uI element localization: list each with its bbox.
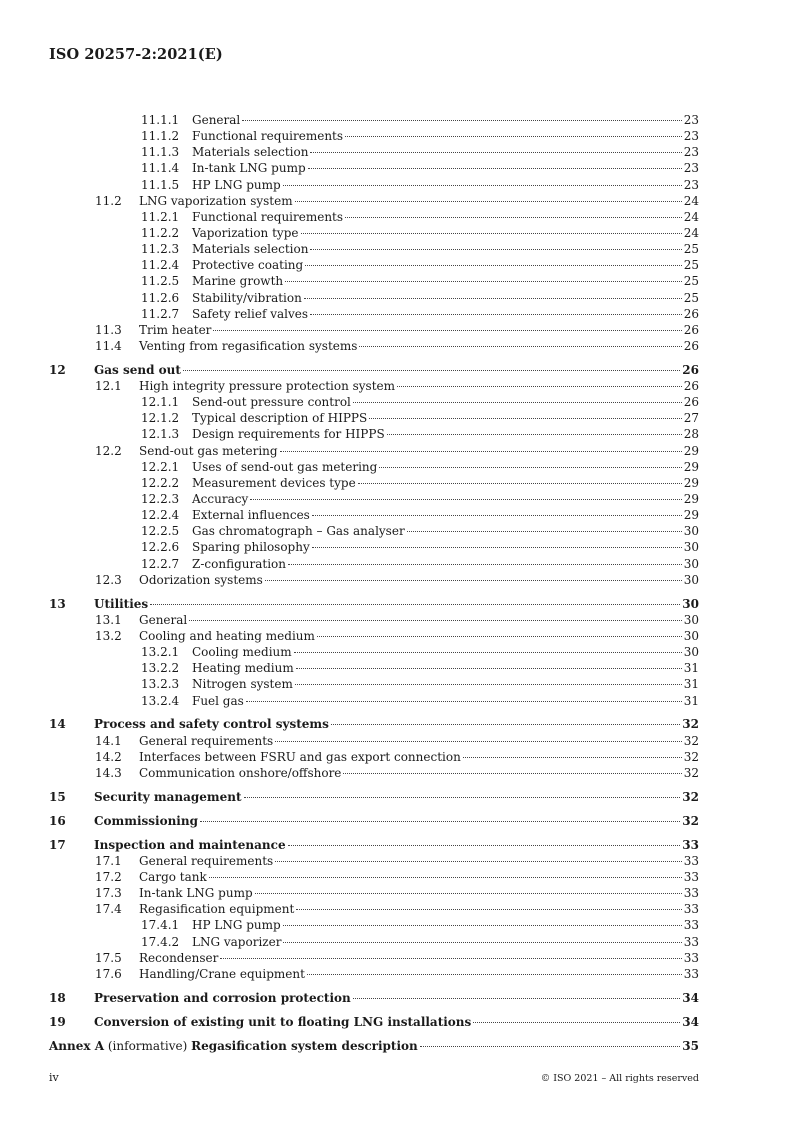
- toc-entry-page: 26: [683, 395, 699, 410]
- toc-entry-number: 11.2.4: [141, 258, 180, 273]
- toc-entry-page: 30: [683, 645, 699, 660]
- toc-leader-dots: [295, 684, 682, 685]
- toc-entry-title: Heating medium: [192, 661, 294, 676]
- toc-entry-number: 13: [49, 596, 66, 611]
- toc-entry-number: 12.1.3: [141, 427, 180, 442]
- toc-entry-page: 30: [682, 596, 699, 611]
- toc-leader-dots: [288, 564, 682, 565]
- toc-entry-number: 11.2.1: [141, 209, 180, 224]
- toc-entry-number: 11.1.3: [141, 145, 180, 160]
- toc-entry-title: Preservation and corrosion protection: [94, 990, 351, 1005]
- toc-leader-dots: [310, 249, 681, 250]
- toc-entry[interactable]: [49, 749, 699, 765]
- toc-entry-page: 30: [683, 572, 699, 587]
- toc-entry-number: 13.2.1: [141, 645, 180, 660]
- toc-entry[interactable]: [49, 257, 699, 273]
- toc-entry-page: 26: [683, 306, 699, 321]
- toc-entry[interactable]: [49, 716, 699, 732]
- toc-entry-number: 12.2.2: [141, 475, 180, 490]
- toc-entry-title: Marine growth: [192, 274, 284, 289]
- toc-entry-number: 13.2.3: [141, 677, 180, 692]
- toc-entry-page: 33: [683, 853, 699, 868]
- toc-entry[interactable]: [49, 362, 699, 378]
- toc-entry-number: 11.2.3: [141, 242, 180, 257]
- toc-entry[interactable]: [49, 917, 699, 933]
- toc-entry-number: 12.1: [95, 379, 122, 394]
- toc-entry[interactable]: [49, 950, 699, 966]
- toc-entry[interactable]: [49, 660, 699, 676]
- toc-entry-title: Z-configuration: [192, 556, 286, 571]
- toc-entry-number: 12.2.6: [141, 540, 180, 555]
- toc-entry[interactable]: [49, 443, 699, 459]
- toc-entry-number: 15: [49, 789, 66, 804]
- toc-entry-page: 34: [682, 1014, 699, 1029]
- toc-entry-page: 26: [682, 362, 699, 377]
- toc-leader-dots: [275, 741, 682, 742]
- toc-entry-page: 24: [683, 193, 699, 208]
- toc-leader-dots: [345, 136, 682, 137]
- toc-leader-dots: [308, 168, 682, 169]
- toc-leader-dots: [250, 499, 681, 500]
- toc-leader-dots: [353, 402, 682, 403]
- toc-entry-title: Design requirements for HIPPS: [192, 427, 385, 442]
- toc-entry[interactable]: [49, 901, 699, 917]
- toc-leader-dots: [294, 652, 682, 653]
- toc-entry-number: 17: [49, 837, 66, 852]
- toc-entry[interactable]: [49, 475, 699, 491]
- toc-entry[interactable]: [49, 144, 699, 160]
- toc-leader-dots: [379, 467, 681, 468]
- toc-entry-title: Functional requirements: [192, 129, 344, 144]
- toc-leader-dots: [420, 1046, 681, 1047]
- toc-entry-number: 12.1.2: [141, 411, 180, 426]
- toc-entry[interactable]: [49, 693, 699, 709]
- toc-leader-dots: [353, 998, 681, 999]
- toc-entry-title: Safety relief valves: [192, 306, 309, 321]
- toc-leader-dots: [275, 861, 682, 862]
- toc-leader-dots: [331, 724, 680, 725]
- toc-leader-dots: [317, 636, 682, 637]
- toc-entry[interactable]: [49, 273, 699, 289]
- toc-entry[interactable]: [49, 596, 699, 612]
- toc-entry-number: 13.2.2: [141, 661, 180, 676]
- toc-leader-dots: [265, 580, 682, 581]
- toc-entry-page: 32: [682, 717, 699, 732]
- toc-entry-number: 12.3: [95, 572, 122, 587]
- toc-entry-number: 11.2.7: [141, 306, 180, 321]
- toc-entry-page: 25: [683, 242, 699, 257]
- toc-leader-dots: [304, 298, 682, 299]
- toc-entry[interactable]: [49, 209, 699, 225]
- toc-entry-number: 14.2: [95, 749, 122, 764]
- toc-entry-number: 11.2.5: [141, 274, 180, 289]
- document-id: ISO 20257-2:2021(E): [49, 46, 223, 63]
- toc-leader-dots: [369, 418, 681, 419]
- toc-entry-title: In-tank LNG pump: [192, 161, 306, 176]
- toc-entry-number: 13.2: [95, 628, 122, 643]
- toc-entry-number: 17.5: [95, 950, 122, 965]
- toc-leader-dots: [312, 547, 682, 548]
- toc-entry-page: 33: [683, 934, 699, 949]
- toc-entry-title: Functional requirements: [192, 209, 344, 224]
- toc-entry-page: 26: [683, 322, 699, 337]
- toc-entry-number: 11.2.2: [141, 225, 180, 240]
- toc-entry-number: 11.1.5: [141, 177, 180, 192]
- toc-entry-title: General: [139, 612, 188, 627]
- toc-entry-title: Security management: [94, 789, 242, 804]
- toc-entry[interactable]: [49, 765, 699, 781]
- toc-entry-number: 16: [49, 813, 66, 828]
- toc-entry-annex-a[interactable]: [49, 1038, 699, 1054]
- toc-entry-title: Send-out pressure control: [192, 395, 351, 410]
- toc-entry-number: 12.1.1: [141, 395, 180, 410]
- toc-entry-number: 17.3: [95, 886, 122, 901]
- toc-entry-title: Stability/vibration: [192, 290, 302, 305]
- toc-entry[interactable]: [49, 934, 699, 950]
- toc-leader-dots: [283, 942, 681, 943]
- toc-entry-number: 18: [49, 990, 66, 1005]
- toc-entry-page: 32: [683, 733, 699, 748]
- toc-entry[interactable]: [49, 628, 699, 644]
- toc-entry-title: Cargo tank: [139, 869, 207, 884]
- toc-entry-page: 24: [683, 209, 699, 224]
- copyright-notice: © ISO 2021 – All rights reserved: [540, 1073, 699, 1084]
- toc-entry-page: 26: [683, 379, 699, 394]
- toc-leader-dots: [310, 152, 681, 153]
- toc-entry-title: Materials selection: [192, 145, 309, 160]
- toc-entry-title: Materials selection: [192, 242, 309, 257]
- toc-entry-page: 32: [683, 765, 699, 780]
- toc-leader-dots: [296, 909, 681, 910]
- toc-leader-dots: [295, 201, 682, 202]
- toc-entry-page: 27: [683, 411, 699, 426]
- toc-entry-title: Interfaces between FSRU and gas export connection: [139, 749, 461, 764]
- toc-entry-page: 25: [683, 258, 699, 273]
- toc-leader-dots: [345, 217, 682, 218]
- toc-entry-title: Sparing philosophy: [192, 540, 310, 555]
- toc-entry-title: Commissioning: [94, 813, 198, 828]
- toc-entry-title: General: [192, 113, 241, 127]
- toc-entry[interactable]: [49, 853, 699, 869]
- toc-entry[interactable]: [49, 491, 699, 507]
- toc-entry-page: 32: [682, 789, 699, 804]
- toc-entry[interactable]: [49, 322, 699, 338]
- toc-entry[interactable]: [49, 378, 699, 394]
- annex-label: Annex A: [49, 1038, 105, 1053]
- toc-entry-title: Recondenser: [139, 950, 219, 965]
- toc-entry-title: LNG vaporizer: [192, 934, 282, 949]
- toc-entry[interactable]: [49, 885, 699, 901]
- toc-entry-page: 30: [683, 556, 699, 571]
- toc-entry[interactable]: [49, 869, 699, 885]
- annex-title: Regasification system description: [191, 1038, 418, 1053]
- toc-entry[interactable]: [49, 410, 699, 426]
- toc-leader-dots: [359, 346, 681, 347]
- toc-entry-page: 33: [683, 886, 699, 901]
- toc-entry-number: 17.4.1: [141, 918, 180, 933]
- toc-entry-page: 23: [683, 177, 699, 192]
- toc-entry-page: 24: [683, 225, 699, 240]
- toc-entry-page: 29: [683, 475, 699, 490]
- toc-entry[interactable]: [49, 160, 699, 176]
- toc-leader-dots: [244, 797, 681, 798]
- toc-entry-title: Venting from regasification systems: [139, 338, 358, 353]
- toc-entry-number: 11.4: [95, 338, 122, 353]
- toc-entry-title: Fuel gas: [192, 693, 244, 708]
- toc-entry[interactable]: [49, 990, 699, 1006]
- toc-entry-page: 28: [683, 427, 699, 442]
- toc-entry-title: Conversion of existing unit to floating LNG installations: [94, 1014, 472, 1029]
- toc-entry-page: 23: [683, 129, 699, 144]
- toc-entry-page: 34: [682, 990, 699, 1005]
- toc-entry-number: 13.2.4: [141, 693, 180, 708]
- toc-entry-page: 33: [683, 950, 699, 965]
- toc-entry[interactable]: [49, 112, 699, 128]
- toc-leader-dots: [283, 925, 682, 926]
- toc-entry-number: 19: [49, 1014, 66, 1029]
- toc-entry-page: 25: [683, 274, 699, 289]
- toc-leader-dots: [280, 451, 682, 452]
- toc-entry-page: 33: [682, 837, 699, 852]
- toc-leader-dots: [242, 120, 681, 121]
- toc-entry-number: 11.1.1: [141, 113, 180, 127]
- toc-entry[interactable]: [49, 837, 699, 853]
- toc-entry[interactable]: [49, 507, 699, 523]
- toc-entry[interactable]: [49, 539, 699, 555]
- toc-entry[interactable]: [49, 676, 699, 692]
- toc-entry-page: 33: [683, 966, 699, 981]
- toc-entry-page: 30: [683, 628, 699, 643]
- toc-entry-title: Communication onshore/offshore: [139, 765, 342, 780]
- toc-entry-title: LNG vaporization system: [139, 193, 293, 208]
- toc-entry-page: 33: [683, 902, 699, 917]
- toc-entry-title: External influences: [192, 508, 310, 523]
- toc-entry-page: 29: [683, 508, 699, 523]
- toc-entry-title: Trim heater: [139, 322, 212, 337]
- toc-entry-number: 11.2.6: [141, 290, 180, 305]
- toc-entry-number: 17.4: [95, 902, 122, 917]
- toc-entry-number: 12.2.1: [141, 459, 180, 474]
- toc-leader-dots: [183, 370, 680, 371]
- toc-leader-dots: [473, 1022, 680, 1023]
- toc-entry-number: 13.1: [95, 612, 122, 627]
- toc-entry-title: General requirements: [139, 733, 274, 748]
- toc-entry[interactable]: [49, 306, 699, 322]
- toc-entry-number: 12.2: [95, 443, 122, 458]
- toc-leader-dots: [397, 386, 682, 387]
- toc-entry-title: Typical description of HIPPS: [192, 411, 368, 426]
- toc-entry[interactable]: [49, 813, 699, 829]
- toc-entry-number: 11.2: [95, 193, 122, 208]
- toc-entry-number: 12.2.4: [141, 508, 180, 523]
- toc-entry[interactable]: [49, 459, 699, 475]
- toc-entry[interactable]: [49, 225, 699, 241]
- toc-entry[interactable]: [49, 394, 699, 410]
- toc-leader-dots: [343, 773, 681, 774]
- toc-leader-dots: [463, 757, 682, 758]
- toc-leader-dots: [220, 958, 681, 959]
- toc-entry-page: 29: [683, 459, 699, 474]
- toc-entry-page: 31: [683, 661, 699, 676]
- toc-entry-title: Regasification equipment: [139, 902, 295, 917]
- toc-entry-number: 14: [49, 717, 66, 732]
- toc-entry-page: 31: [683, 677, 699, 692]
- toc-entry-page: 30: [683, 540, 699, 555]
- toc-entry-title: Measurement devices type: [192, 475, 356, 490]
- toc-leader-dots: [407, 531, 682, 532]
- toc-entry[interactable]: [49, 644, 699, 660]
- toc-entry-number: 17.2: [95, 869, 122, 884]
- toc-leader-dots: [301, 233, 682, 234]
- toc-leader-dots: [288, 845, 681, 846]
- toc-entry-number: 17.6: [95, 966, 122, 981]
- toc-entry[interactable]: [49, 733, 699, 749]
- toc-entry-title: Vaporization type: [192, 225, 299, 240]
- toc-entry[interactable]: [49, 128, 699, 144]
- toc-entry-page: 23: [683, 145, 699, 160]
- toc-leader-dots: [283, 185, 682, 186]
- toc-leader-dots: [296, 668, 682, 669]
- toc-entry-title: In-tank LNG pump: [139, 886, 253, 901]
- toc-entry-page: 32: [683, 749, 699, 764]
- toc-leader-dots: [307, 974, 682, 975]
- toc-entry-page: 26: [683, 338, 699, 353]
- toc-entry[interactable]: [49, 572, 699, 588]
- toc-entry-number: 17.1: [95, 853, 122, 868]
- toc-entry-title: Accuracy: [192, 492, 249, 507]
- toc-entry-title: HP LNG pump: [192, 918, 281, 933]
- toc-entry[interactable]: [49, 290, 699, 306]
- toc-entry-page: 29: [683, 443, 699, 458]
- toc-leader-dots: [310, 314, 682, 315]
- toc-leader-dots: [358, 483, 682, 484]
- toc-entry-title: Inspection and maintenance: [94, 837, 286, 852]
- toc-entry-number: 12.2.5: [141, 524, 180, 539]
- toc-entry-page: 23: [683, 113, 699, 127]
- toc-entry-title: Utilities: [94, 596, 149, 611]
- toc-entry-title: General requirements: [139, 853, 274, 868]
- toc-entry-number: 11.1.2: [141, 129, 180, 144]
- toc-entry[interactable]: [49, 1014, 699, 1030]
- toc-leader-dots: [200, 821, 680, 822]
- toc-leader-dots: [209, 877, 682, 878]
- toc-leader-dots: [246, 701, 682, 702]
- toc-entry-page: 23: [683, 161, 699, 176]
- toc-entry[interactable]: [49, 338, 699, 354]
- toc-entry-page: 29: [683, 492, 699, 507]
- toc-entry-page: 31: [683, 693, 699, 708]
- toc-leader-dots: [189, 620, 681, 621]
- toc-entry-title: Uses of send-out gas metering: [192, 459, 378, 474]
- toc-entry-title: Protective coating: [192, 258, 304, 273]
- toc-entry[interactable]: [49, 177, 699, 193]
- table-of-contents: [49, 112, 699, 1054]
- toc-entry-title: Gas chromatograph – Gas analyser: [192, 524, 405, 539]
- toc-entry[interactable]: [49, 193, 699, 209]
- toc-leader-dots: [285, 281, 682, 282]
- toc-leader-dots: [255, 893, 682, 894]
- toc-entry-title: Gas send out: [94, 362, 181, 377]
- toc-entry[interactable]: [49, 789, 699, 805]
- page-number: iv: [49, 1071, 59, 1084]
- toc-entry-number: 11.1.4: [141, 161, 180, 176]
- toc-leader-dots: [213, 330, 681, 331]
- toc-leader-dots: [312, 515, 682, 516]
- toc-entry-page: 32: [682, 813, 699, 828]
- toc-entry-title: High integrity pressure protection system: [139, 379, 396, 394]
- toc-entry[interactable]: [49, 966, 699, 982]
- toc-entry-number: 14.3: [95, 765, 122, 780]
- toc-entry-number: 11.3: [95, 322, 122, 337]
- toc-entry[interactable]: [49, 426, 699, 442]
- toc-entry[interactable]: [49, 523, 699, 539]
- toc-entry-title: Cooling medium: [192, 645, 292, 660]
- toc-entry[interactable]: [49, 556, 699, 572]
- toc-leader-dots: [305, 265, 682, 266]
- toc-entry-title: Nitrogen system: [192, 677, 293, 692]
- toc-entry-page: 30: [683, 612, 699, 627]
- toc-entry-title: Odorization systems: [139, 572, 263, 587]
- toc-entry-title: HP LNG pump: [192, 177, 281, 192]
- toc-entry-page: 33: [683, 869, 699, 884]
- toc-entry-title: Send-out gas metering: [139, 443, 278, 458]
- toc-entry-number: 17.4.2: [141, 934, 180, 949]
- toc-leader-dots: [387, 434, 682, 435]
- toc-entry-page: 35: [682, 1038, 699, 1053]
- toc-entry-number: 12.2.3: [141, 492, 180, 507]
- toc-entry-title: Process and safety control systems: [94, 717, 329, 732]
- toc-entry-page: 30: [683, 524, 699, 539]
- toc-entry-number: 14.1: [95, 733, 122, 748]
- toc-entry-page: 33: [683, 918, 699, 933]
- toc-entry[interactable]: [49, 241, 699, 257]
- toc-entry-title: Handling/Crane equipment: [139, 966, 305, 981]
- toc-entry-number: 12: [49, 362, 66, 377]
- toc-entry-page: 25: [683, 290, 699, 305]
- toc-entry-title: Cooling and heating medium: [139, 628, 315, 643]
- annex-informative-tag: (informative): [107, 1038, 188, 1053]
- toc-entry[interactable]: [49, 612, 699, 628]
- toc-entry-number: 12.2.7: [141, 556, 180, 571]
- toc-leader-dots: [150, 604, 680, 605]
